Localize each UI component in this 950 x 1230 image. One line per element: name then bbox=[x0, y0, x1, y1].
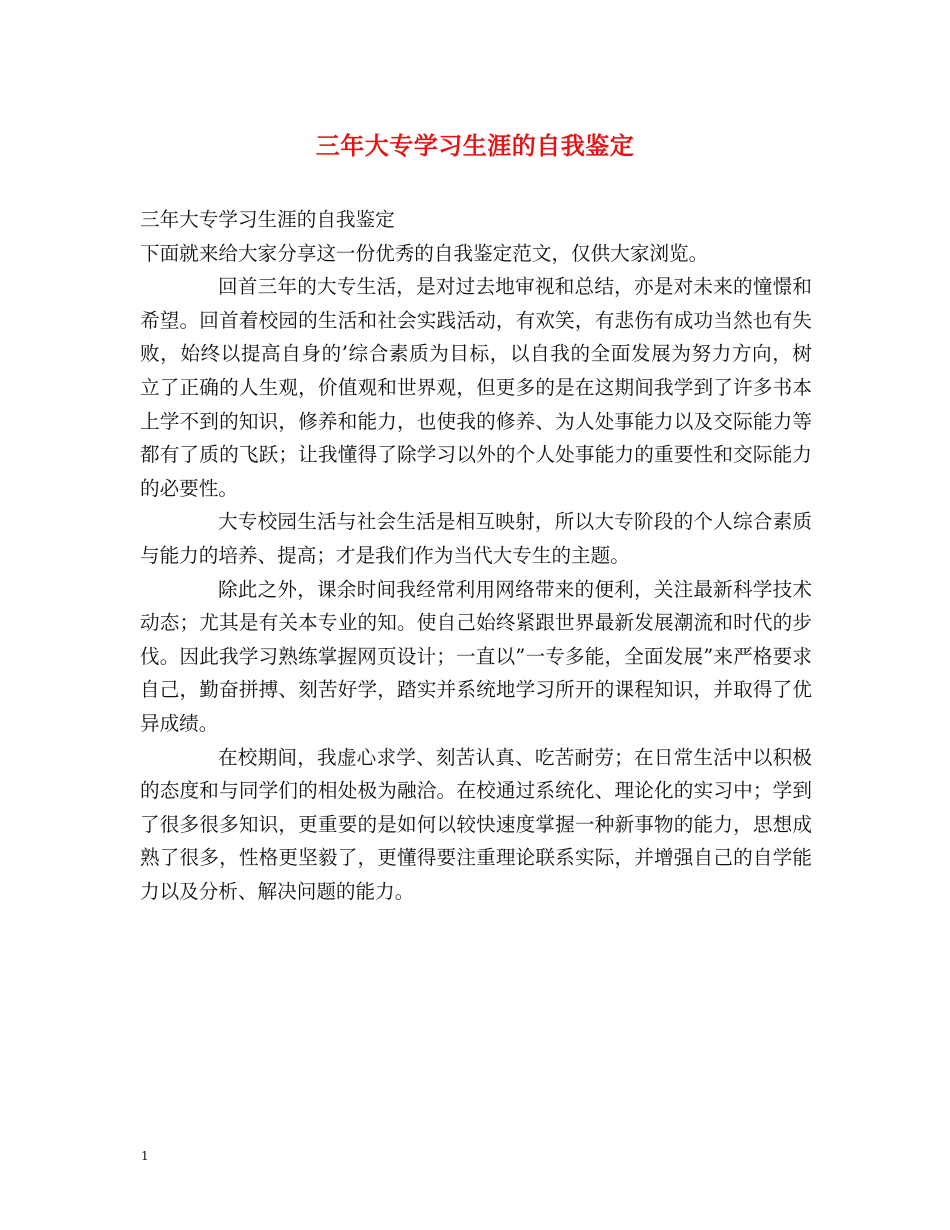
document-title: 三年大专学习生涯的自我鉴定 bbox=[315, 131, 635, 160]
document-subtitle: 三年大专学习生涯的自我鉴定 bbox=[140, 208, 395, 231]
paragraph-1: 回首三年的大专生活，是对过去地审视和总结，亦是对未来的憧憬和希望。回首着校园的生活和社会实践活动，有欢笑，有悲伤有成功当然也有失败，始终以提高自身的’综合素质为目标，以自我的全面发展为努力方向，树立了正确的人生观，价值观和世界观，但更多的是在这期间我学到了许多书本上学不到的知识，修养和能力，也使我的修养、为人处事能力以及交际能力等都有了质的飞跃；让我懂得了除学习以外的个人处事能力的重要性和交际能力的必要性。 bbox=[140, 275, 812, 500]
page-number: 1 bbox=[141, 1149, 149, 1163]
intro-paragraph: 下面就来给大家分享这一份优秀的自我鉴定范文，仅供大家浏览。 bbox=[140, 241, 709, 265]
paragraph-3: 除此之外，课余时间我经常利用网络带来的便利，关注最新科学技术动态；尤其是有关本专业的知。使自己始终紧跟世界最新发展潮流和时代的步伐。因此我学习熟练掌握网页设计；一直以”一专多能，全面发展”来严格要求自己，勤奋拼搏、刻苦好学，踏实并系统地学习所开的课程知识，并取得了优异成绩。 bbox=[140, 577, 812, 735]
document-body bbox=[140, 203, 812, 908]
paragraph-2: 大专校园生活与社会生活是相互映射，所以大专阶段的个人综合素质与能力的培养、提高；才是我们作为当代大专生的主题。 bbox=[140, 510, 812, 567]
paragraph-4: 在校期间，我虚心求学、刻苦认真、吃苦耐劳；在日常生活中以积极的态度和与同学们的相处极为融洽。在校通过系统化、理论化的实习中；学到了很多很多知识，更重要的是如何以较快速度掌握一种新事物的能力，思想成熟了很多，性格更坚毅了，更懂得要注重理论联系实际，并增强自己的自学能力以及分析、解决问题的能力。 bbox=[140, 745, 812, 903]
